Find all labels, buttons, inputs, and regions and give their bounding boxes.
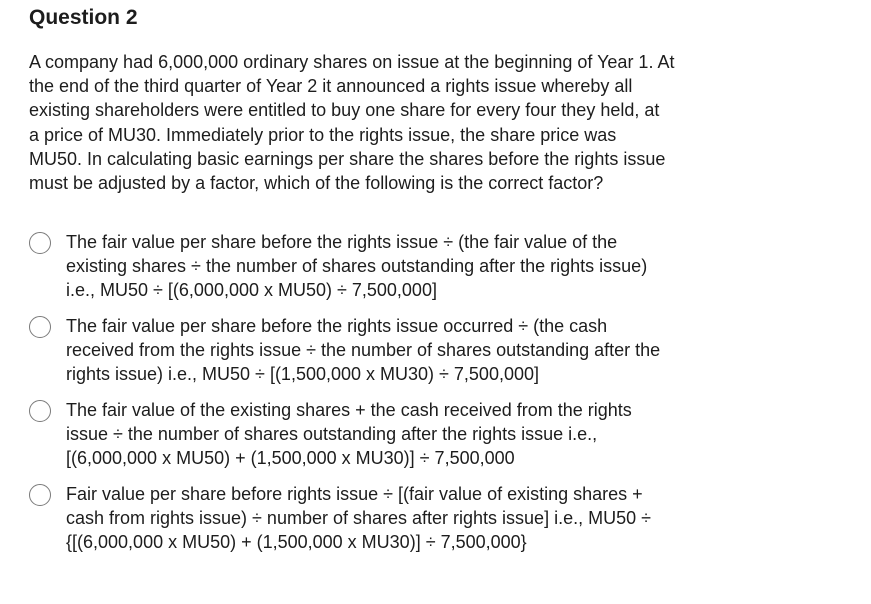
stem-line: MU50. In calculating basic earnings per share the shares before the rights issue — [29, 148, 666, 169]
radio-button[interactable] — [29, 484, 51, 506]
option-text — [66, 482, 651, 555]
stem-line: the end of the third quarter of Year 2 it announced a rights issue whereby all — [29, 76, 633, 97]
option-line: cash from rights issue) ÷ number of shares after rights issue] i.e., MU50 ÷ — [66, 508, 651, 529]
option-line: received from the rights issue ÷ the number of shares outstanding after the — [66, 340, 661, 361]
option-line: existing shares ÷ the number of shares outstanding after the rights issue) — [66, 256, 648, 277]
stem-line: existing shareholders were entitled to buy one share for every four they held, at — [29, 100, 660, 121]
option-line: issue ÷ the number of shares outstanding after the rights issue i.e., — [66, 424, 598, 445]
option-text — [66, 230, 647, 303]
option-line: The fair value of the existing shares + the cash received from the rights — [66, 400, 632, 420]
option-text — [66, 314, 660, 387]
stem-line: must be adjusted by a factor, which of the following is the correct factor? — [29, 173, 604, 194]
option-line: The fair value per share before the rights issue ÷ (the fair value of the — [66, 232, 618, 252]
option-line: Fair value per share before rights issue ÷ [(fair value of existing shares + — [66, 484, 643, 504]
stem-line: A company had 6,000,000 ordinary shares on issue at the beginning of Year 1. At — [29, 52, 675, 72]
radio-button[interactable] — [29, 232, 51, 254]
question-stem — [29, 50, 674, 195]
option-text — [66, 398, 632, 471]
question-title: Question 2 — [29, 6, 138, 29]
radio-button[interactable] — [29, 316, 51, 338]
option-line: The fair value per share before the rights issue occurred ÷ (the cash — [66, 316, 608, 336]
option-line: {[(6,000,000 x MU50) + (1,500,000 x MU30)] ÷ 7,500,000} — [66, 532, 527, 553]
radio-button[interactable] — [29, 400, 51, 422]
option-line: [(6,000,000 x MU50) + (1,500,000 x MU30)] ÷ 7,500,000 — [66, 448, 515, 469]
option-line: i.e., MU50 ÷ [(6,000,000 x MU50) ÷ 7,500,000] — [66, 280, 437, 301]
stem-line: a price of MU30. Immediately prior to the rights issue, the share price was — [29, 124, 617, 145]
option-line: rights issue) i.e., MU50 ÷ [(1,500,000 x MU30) ÷ 7,500,000] — [66, 364, 539, 385]
